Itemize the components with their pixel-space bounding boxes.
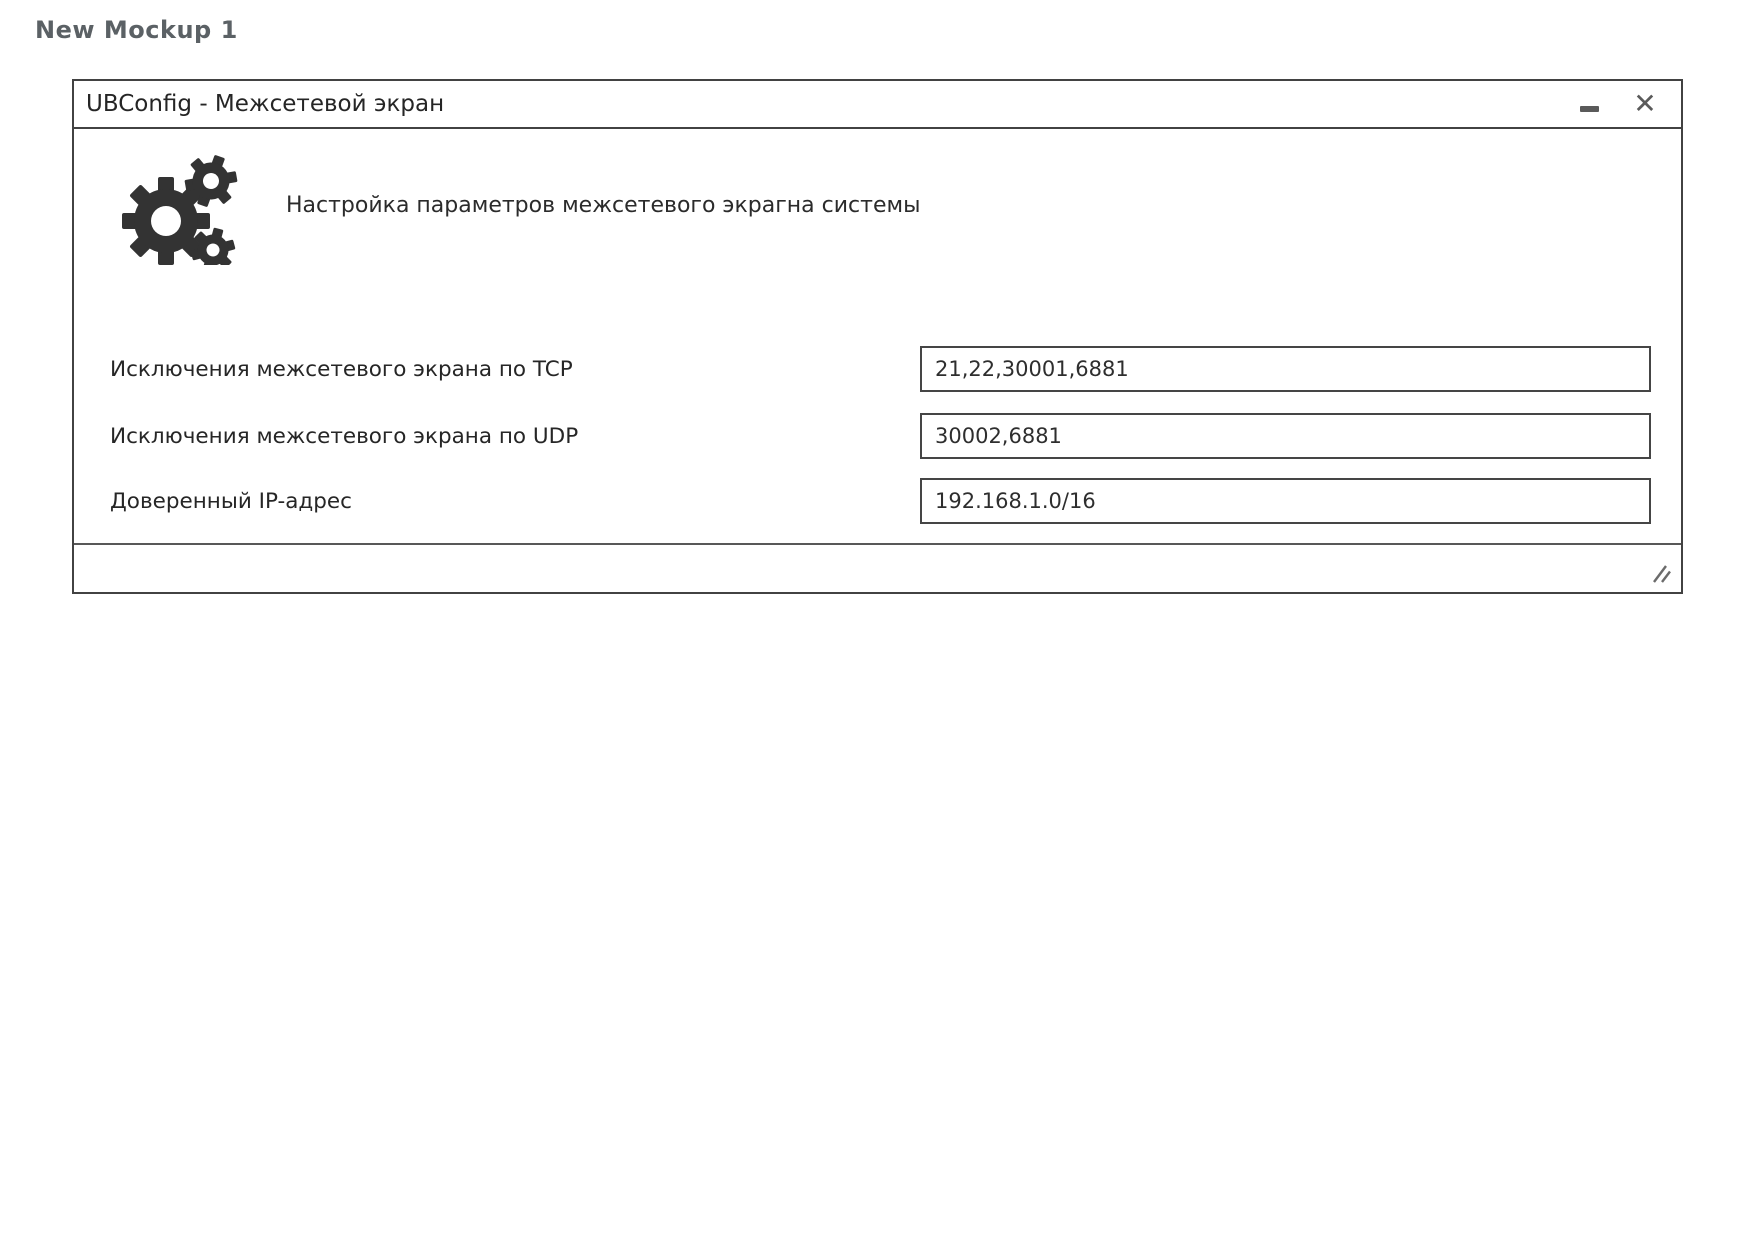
udp-exceptions-input[interactable]	[920, 413, 1651, 459]
page-title: New Mockup 1	[35, 16, 238, 44]
field-row-trusted-ip	[110, 478, 1651, 524]
field-row-udp	[110, 413, 1651, 459]
dialog-description: Настройка параметров межсетевого экрагна системы	[286, 193, 921, 218]
resize-grip-icon[interactable]	[1651, 563, 1673, 585]
tcp-exceptions-label: Исключения межсетевого экрана по TCP	[110, 356, 573, 382]
window-controls	[1577, 81, 1659, 127]
trusted-ip-input[interactable]	[920, 478, 1651, 524]
field-row-tcp	[110, 346, 1651, 392]
close-button[interactable]	[1631, 81, 1659, 127]
minimize-icon	[1580, 106, 1599, 112]
ubconfig-window	[72, 79, 1683, 594]
close-icon: ✕	[1633, 87, 1657, 120]
trusted-ip-label: Доверенный IP-адрес	[110, 488, 352, 514]
window-title: UBConfig - Межсетевой экран	[86, 91, 445, 117]
gears-icon	[110, 155, 238, 265]
tcp-exceptions-input[interactable]	[920, 346, 1651, 392]
window-titlebar[interactable]	[74, 81, 1681, 129]
minimize-button[interactable]	[1577, 81, 1601, 127]
udp-exceptions-label: Исключения межсетевого экрана по UDP	[110, 423, 579, 449]
status-bar	[74, 543, 1681, 592]
